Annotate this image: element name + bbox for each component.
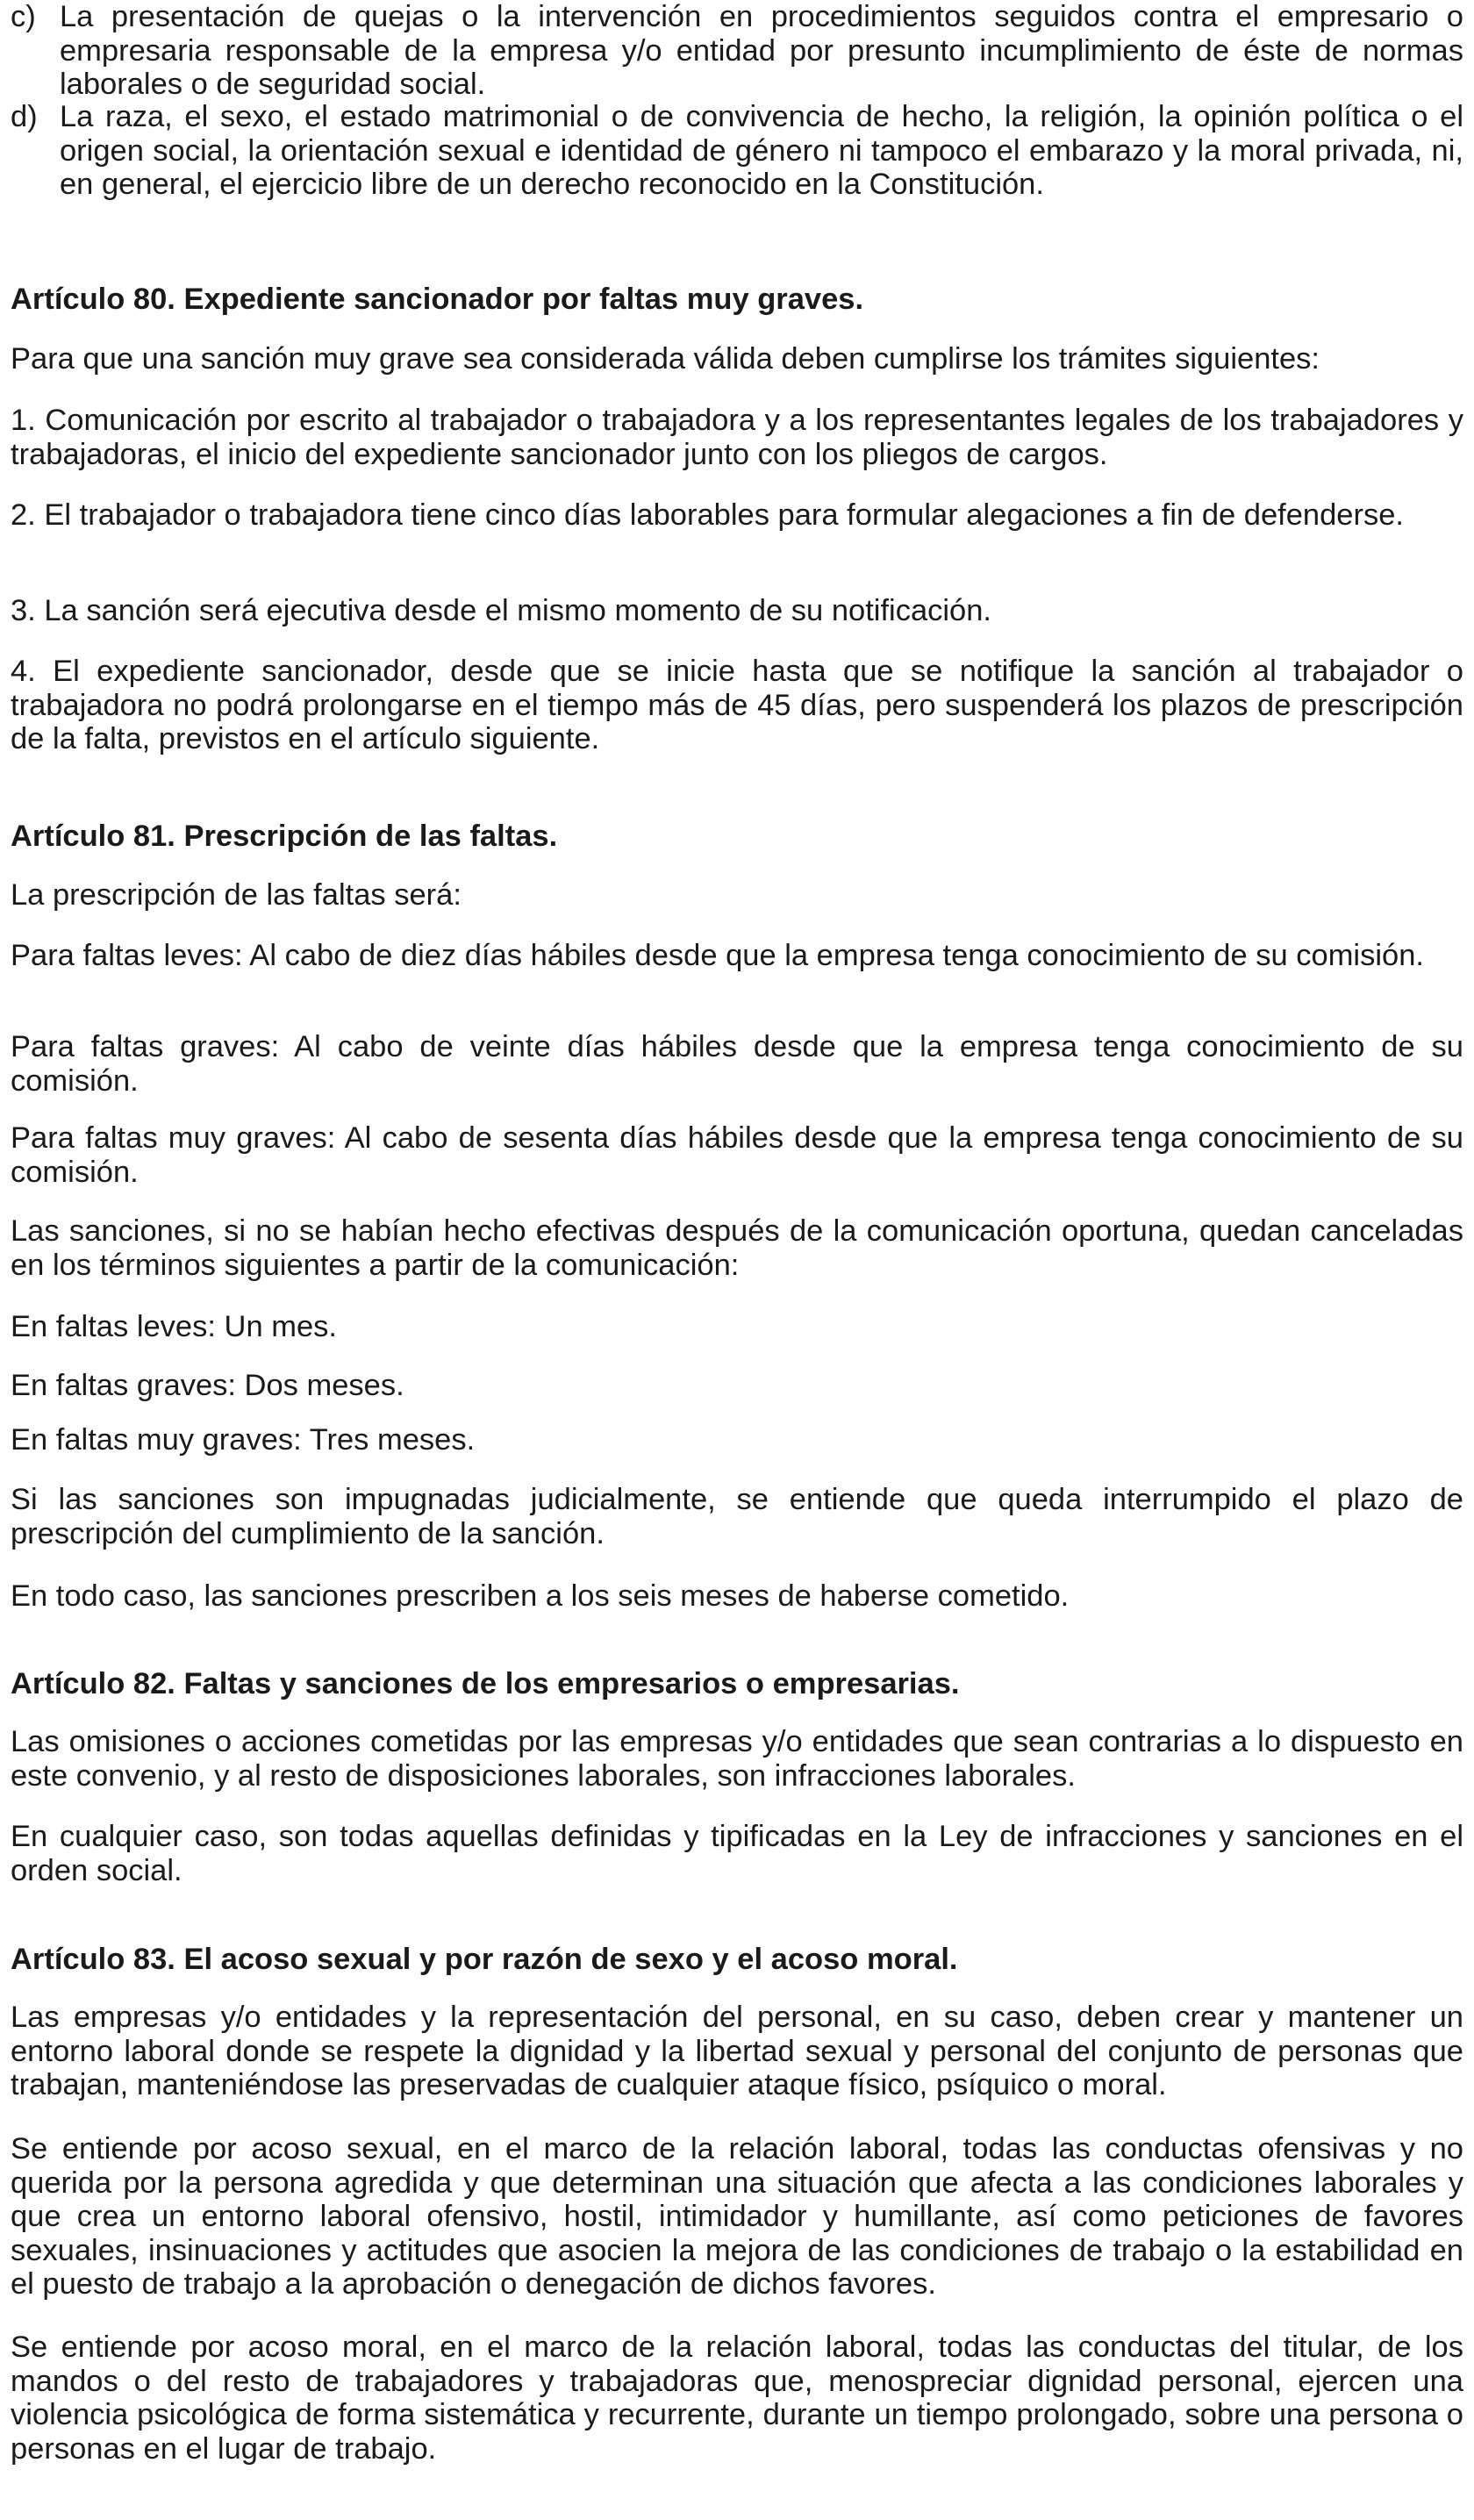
article-81-paragraph: En faltas graves: Dos meses. [11,1369,404,1402]
article-81-paragraph: En faltas muy graves: Tres meses. [11,1423,476,1457]
article-83-paragraph: Se entiende por acoso moral, en el marco de la relación laboral, todas las conductas del titular, de los mandos o del resto de trabajadores y trabajadoras que, menospreciar dignidad personal, ejercen una violencia psicológica de forma sistemática y recurrente, durante un tiempo prolongado, sobre una persona o personas en el lugar de trabajo. [11,2330,1463,2466]
article-81-paragraph: En todo caso, las sanciones prescriben a los seis meses de haberse cometido. [11,1579,1070,1613]
list-text-c: La presentación de quejas o la intervención en procedimientos seguidos contra el empresario o empresaria responsable de la empresa y/o entidad por presunto incumplimiento de éste de normas laborales o de seguridad social. [60,0,1463,101]
article-81-paragraph: Para faltas muy graves: Al cabo de sesenta días hábiles desde que la empresa tenga conocimiento de su comisión. [11,1121,1463,1189]
article-81-paragraph: Si las sanciones son impugnadas judicialmente, se entiende que queda interrumpido el plazo de prescripción del cumplimiento de la sanción. [11,1483,1463,1550]
article-81-paragraph: Las sanciones, si no se habían hecho efectivas después de la comunicación oportuna, quedan canceladas en los términos siguientes a partir de la comunicación: [11,1214,1463,1282]
article-81-paragraph: En faltas leves: Un mes. [11,1310,337,1343]
article-80-paragraph: 2. El trabajador o trabajadora tiene cinco días laborables para formular alegaciones a fin de defenderse. [11,498,1404,532]
article-80-paragraph: 1. Comunicación por escrito al trabajador o trabajadora y a los representantes legales de los trabajadores y trabajadoras, el inicio del expediente sancionador junto con los pliegos de cargos. [11,404,1463,471]
article-81-heading: Artículo 81. Prescripción de las faltas. [11,820,558,853]
article-80-paragraph: Para que una sanción muy grave sea considerada válida deben cumplirse los trámites siguientes: [11,342,1320,376]
article-82-paragraph: Las omisiones o acciones cometidas por las empresas y/o entidades que sean contrarias a lo dispuesto en este convenio, y al resto de disposiciones laborales, son infracciones laborales. [11,1725,1463,1793]
article-83-heading: Artículo 83. El acoso sexual y por razón de sexo y el acoso moral. [11,1943,958,1976]
article-81-paragraph: La prescripción de las faltas será: [11,878,462,912]
article-81-paragraph: Para faltas leves: Al cabo de diez días hábiles desde que la empresa tenga conocimiento de su comisión. [11,939,1424,972]
list-item-d [11,100,1463,202]
article-83-paragraph: Se entiende por acoso sexual, en el marco de la relación laboral, todas las conductas ofensivas y no querida por la persona agredida y que determinan una situación que afecta a las condiciones laborales y que crea un entorno laboral ofensivo, hostil, intimidador y humillante, así como peticiones de favores sexuales, insinuaciones y actitudes que asocien la mejora de las condiciones de trabajo o la estabilidad en el puesto de trabajo a la aprobación o denegación de dichos favores. [11,2132,1463,2301]
article-80-paragraph: 3. La sanción será ejecutiva desde el mismo momento de su notificación. [11,594,992,627]
article-82-heading: Artículo 82. Faltas y sanciones de los empresarios o empresarias. [11,1667,960,1700]
list-text-d: La raza, el sexo, el estado matrimonial o de convivencia de hecho, la religión, la opinión política o el origen social, la orientación sexual e identidad de género ni tampoco el embarazo y la moral privada, ni, en general, el ejercicio libre de un derecho reconocido en la Constitución. [60,100,1463,201]
article-81-paragraph: Para faltas graves: Al cabo de veinte días hábiles desde que la empresa tenga conocimiento de su comisión. [11,1030,1463,1098]
article-83-paragraph: Las empresas y/o entidades y la representación del personal, en su caso, deben crear y mantener un entorno laboral donde se respete la dignidad y la libertad sexual y personal del conjunto de personas que trabajan, manteniéndose las preservadas de cualquier ataque físico, psíquico o moral. [11,2001,1463,2101]
article-82-paragraph: En cualquier caso, son todas aquellas definidas y tipificadas en la Ley de infracciones y sanciones en el orden social. [11,1820,1463,1887]
list-marker-d: d) [11,100,38,133]
list-item-c [11,0,1463,102]
list-marker-c: c) [11,0,36,33]
article-80-heading: Artículo 80. Expediente sancionador por faltas muy graves. [11,283,864,316]
article-80-paragraph: 4. El expediente sancionador, desde que se inicie hasta que se notifique la sanción al trabajador o trabajadora no podrá prolongarse en el tiempo más de 45 días, pero suspenderá los plazos de prescripción de la falta, previstos en el artículo siguiente. [11,655,1463,755]
